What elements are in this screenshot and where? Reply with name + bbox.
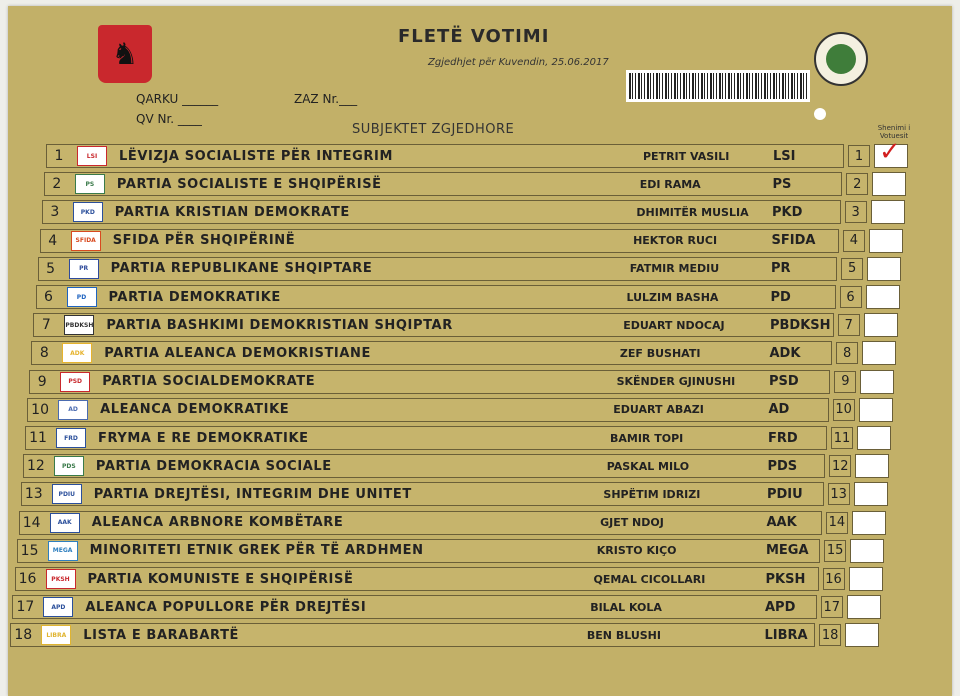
candidate-row bbox=[23, 454, 889, 478]
candidate-row bbox=[44, 172, 906, 196]
vote-index: 17 bbox=[821, 596, 843, 618]
party-name: PARTIA ALEANCA DEMOKRISTIANE bbox=[104, 345, 371, 361]
party-abbreviation: PBDKSH bbox=[769, 317, 831, 333]
candidate-row bbox=[15, 567, 883, 591]
party-logo-icon: PDS bbox=[54, 456, 84, 476]
candidate-row-main bbox=[46, 144, 844, 168]
candidate-row-main bbox=[33, 313, 833, 337]
party-name: PARTIA SOCIALISTE E SHQIPËRISË bbox=[116, 176, 382, 192]
candidate-row-main bbox=[36, 285, 836, 309]
party-leader: PASKAL MILO bbox=[606, 459, 690, 473]
row-number: 14 bbox=[22, 514, 41, 531]
party-leader: SKËNDER GJINUSHI bbox=[616, 375, 736, 389]
candidate-row bbox=[40, 229, 903, 253]
candidate-row-main bbox=[40, 229, 839, 253]
candidate-row bbox=[36, 285, 900, 309]
punch-hole bbox=[814, 108, 826, 120]
vote-checkbox[interactable] bbox=[859, 398, 893, 422]
barcode bbox=[626, 70, 810, 102]
party-name: ALEANCA POPULLORE PËR DREJTËSI bbox=[85, 599, 367, 615]
party-logo-icon: PKSH bbox=[46, 569, 76, 589]
row-number: 9 bbox=[37, 373, 47, 390]
party-abbreviation: AAK bbox=[766, 515, 797, 531]
party-abbreviation: SFIDA bbox=[771, 233, 816, 249]
section-heading: SUBJEKTET ZGJEDHORE bbox=[352, 122, 515, 137]
party-leader: BAMIR TOPI bbox=[610, 431, 684, 445]
vote-index: 13 bbox=[828, 483, 850, 505]
vote-index: 4 bbox=[843, 230, 865, 252]
vote-index: 7 bbox=[838, 314, 860, 336]
row-number: 1 bbox=[54, 148, 64, 164]
party-abbreviation: PDS bbox=[767, 458, 798, 474]
vote-checkbox[interactable] bbox=[852, 511, 886, 535]
party-logo-icon: MEGA bbox=[48, 541, 78, 561]
row-number: 17 bbox=[16, 599, 35, 616]
row-number: 18 bbox=[14, 627, 33, 644]
party-abbreviation: PKSH bbox=[765, 571, 806, 587]
vote-checkbox[interactable] bbox=[867, 257, 901, 281]
row-number: 7 bbox=[41, 317, 51, 334]
candidate-row-main bbox=[44, 172, 842, 196]
party-abbreviation: FRD bbox=[768, 430, 798, 446]
vote-index: 9 bbox=[834, 371, 856, 393]
vote-checkbox[interactable] bbox=[869, 229, 903, 253]
row-number: 8 bbox=[39, 345, 49, 362]
vote-checkbox[interactable] bbox=[847, 595, 881, 619]
party-abbreviation: PR bbox=[770, 261, 791, 277]
candidate-row bbox=[31, 341, 896, 365]
vote-checkbox[interactable] bbox=[845, 623, 879, 647]
party-logo-icon: LIBRA bbox=[41, 625, 71, 645]
albania-emblem-icon: ♞ bbox=[98, 25, 152, 83]
cec-seal-icon bbox=[814, 32, 868, 86]
vote-checkbox[interactable] bbox=[854, 482, 888, 506]
candidate-row bbox=[19, 511, 886, 535]
row-number: 11 bbox=[29, 430, 47, 446]
candidate-row-main bbox=[27, 398, 829, 422]
vote-column-heading: Shenimi i Votuesit bbox=[877, 124, 911, 140]
row-number: 12 bbox=[26, 458, 45, 475]
candidate-row-main bbox=[10, 623, 815, 647]
candidate-row bbox=[38, 257, 902, 281]
vote-checkbox[interactable] bbox=[857, 426, 891, 450]
party-leader: SHPËTIM IDRIZI bbox=[603, 487, 701, 501]
vote-index: 1 bbox=[848, 145, 870, 167]
party-logo-icon: AD bbox=[58, 400, 88, 420]
candidate-row bbox=[25, 426, 891, 450]
party-name: LISTA E BARABARTË bbox=[83, 627, 240, 643]
ballot-title: FLETË VOTIMI bbox=[398, 26, 550, 47]
party-logo-icon: AAK bbox=[50, 513, 80, 533]
party-logo-icon: SFIDA bbox=[71, 231, 101, 251]
candidate-row bbox=[27, 398, 893, 422]
vote-index: 3 bbox=[845, 201, 867, 223]
vote-index: 14 bbox=[826, 512, 848, 534]
vote-index: 10 bbox=[833, 399, 855, 421]
party-name: LËVIZJA SOCIALISTE PËR INTEGRIM bbox=[119, 148, 393, 164]
party-logo-icon: PDIU bbox=[52, 484, 82, 504]
candidate-row bbox=[10, 623, 879, 647]
election-subtitle: Zgjedhjet për Kuvendin, 25.06.2017 bbox=[428, 57, 609, 68]
party-leader: HEKTOR RUCI bbox=[633, 234, 718, 248]
party-logo-icon: PR bbox=[69, 259, 99, 279]
row-number: 3 bbox=[50, 204, 60, 221]
party-name: PARTIA BASHKIMI DEMOKRISTIAN SHQIPTAR bbox=[106, 317, 453, 333]
vote-index: 2 bbox=[846, 173, 868, 195]
candidate-row bbox=[42, 200, 905, 224]
candidate-row-main bbox=[12, 595, 816, 619]
candidate-row-main bbox=[15, 567, 819, 591]
vote-checkbox[interactable] bbox=[866, 285, 900, 309]
qarku-field[interactable]: QARKU ______ bbox=[136, 92, 219, 106]
party-name: FRYMA E RE DEMOKRATIKE bbox=[98, 430, 309, 446]
party-logo-icon: ADK bbox=[62, 343, 92, 363]
party-abbreviation: PD bbox=[770, 289, 791, 305]
party-logo-icon: PD bbox=[67, 287, 97, 307]
candidate-row bbox=[17, 539, 885, 563]
check-mark-icon: ✓ bbox=[879, 137, 901, 167]
party-abbreviation: PKD bbox=[771, 204, 803, 220]
party-name: PARTIA DREJTËSI, INTEGRIM DHE UNITET bbox=[93, 486, 412, 502]
vote-checkbox[interactable] bbox=[850, 539, 884, 563]
candidate-row bbox=[33, 313, 897, 337]
vote-checkbox[interactable] bbox=[871, 200, 905, 224]
vote-index: 16 bbox=[823, 568, 845, 590]
party-name: PARTIA DEMOKRATIKE bbox=[108, 289, 281, 305]
party-name: ALEANCA DEMOKRATIKE bbox=[100, 402, 290, 418]
candidate-row-main bbox=[42, 200, 841, 224]
vote-checkbox[interactable] bbox=[874, 137, 908, 168]
party-abbreviation: AD bbox=[768, 402, 790, 418]
party-leader: LULZIM BASHA bbox=[626, 290, 719, 304]
party-leader: PETRIT VASILI bbox=[643, 149, 730, 163]
zaz-field[interactable]: ZAZ Nr.___ bbox=[294, 92, 358, 106]
party-leader: QEMAL CICOLLARI bbox=[593, 572, 706, 586]
party-abbreviation: LSI bbox=[773, 148, 796, 164]
vote-index: 12 bbox=[829, 455, 851, 477]
party-logo-icon: PS bbox=[75, 174, 105, 194]
candidate-row-main bbox=[17, 539, 821, 563]
candidate-row bbox=[12, 595, 880, 619]
party-abbreviation: MEGA bbox=[765, 543, 809, 559]
party-abbreviation: PDIU bbox=[766, 486, 803, 502]
row-number: 2 bbox=[52, 176, 62, 193]
party-name: MINORITETI ETNIK GREK PËR TË ARDHMEN bbox=[89, 543, 424, 559]
party-leader: BILAL KOLA bbox=[590, 600, 662, 614]
party-leader: EDUART ABAZI bbox=[613, 403, 704, 417]
vote-checkbox[interactable] bbox=[862, 341, 896, 365]
party-leader: KRISTO KIÇO bbox=[596, 544, 677, 558]
qv-field[interactable]: QV Nr. ____ bbox=[136, 112, 202, 126]
candidate-row bbox=[21, 482, 888, 506]
row-number: 6 bbox=[44, 289, 53, 305]
row-number: 4 bbox=[48, 232, 58, 249]
candidate-row bbox=[46, 137, 908, 168]
row-number: 13 bbox=[24, 486, 43, 503]
party-name: PARTIA KOMUNISTE E SHQIPËRISË bbox=[87, 571, 354, 587]
vote-index: 11 bbox=[831, 427, 853, 449]
candidate-row-main bbox=[21, 482, 824, 506]
vote-index: 15 bbox=[824, 540, 846, 562]
row-number: 10 bbox=[31, 401, 49, 418]
party-leader: EDUART NDOCAJ bbox=[623, 318, 725, 332]
vote-checkbox[interactable] bbox=[855, 454, 889, 478]
vote-index: 5 bbox=[841, 258, 863, 280]
party-leader: GJET NDOJ bbox=[600, 516, 664, 530]
candidate-row bbox=[29, 370, 894, 394]
party-logo-icon: APD bbox=[43, 597, 73, 617]
candidate-row-main bbox=[31, 341, 832, 365]
vote-index: 6 bbox=[840, 286, 862, 308]
party-name: SFIDA PËR SHQIPËRINË bbox=[112, 233, 296, 249]
party-name: PARTIA DEMOKRACIA SOCIALE bbox=[95, 458, 332, 474]
party-abbreviation: PSD bbox=[768, 374, 799, 390]
party-leader: BEN BLUSHI bbox=[586, 628, 661, 642]
vote-index: 8 bbox=[836, 342, 858, 364]
row-number: 16 bbox=[18, 571, 37, 587]
candidate-row-main bbox=[25, 426, 827, 450]
party-leader: DHIMITËR MUSLIA bbox=[636, 205, 749, 219]
party-leader: ZEF BUSHATI bbox=[619, 346, 701, 360]
party-name: PARTIA KRISTIAN DEMOKRATE bbox=[114, 204, 350, 220]
party-name: PARTIA SOCIALDEMOKRATE bbox=[102, 374, 316, 390]
vote-checkbox[interactable] bbox=[860, 370, 894, 394]
party-logo-icon: PKD bbox=[73, 202, 103, 222]
party-logo-icon: PBDKSH bbox=[64, 315, 94, 335]
candidate-row-main bbox=[38, 257, 838, 281]
vote-index: 18 bbox=[819, 624, 841, 646]
row-number: 5 bbox=[46, 260, 56, 277]
candidate-row-main bbox=[19, 511, 822, 535]
party-logo-icon: PSD bbox=[60, 372, 90, 392]
party-leader: EDI RAMA bbox=[639, 177, 701, 191]
candidate-row-main bbox=[23, 454, 825, 478]
party-abbreviation: APD bbox=[764, 599, 796, 615]
party-name: PARTIA REPUBLIKANE SHQIPTARE bbox=[110, 261, 373, 277]
party-logo-icon: LSI bbox=[77, 146, 107, 166]
party-logo-icon: FRD bbox=[56, 428, 86, 448]
party-abbreviation: PS bbox=[772, 176, 792, 192]
vote-checkbox[interactable] bbox=[864, 313, 898, 337]
candidate-row-main bbox=[29, 370, 830, 394]
vote-checkbox[interactable] bbox=[849, 567, 883, 591]
party-abbreviation: ADK bbox=[769, 345, 801, 361]
party-name: ALEANCA ARBNORE KOMBËTARE bbox=[91, 515, 344, 531]
row-number: 15 bbox=[20, 542, 39, 559]
vote-checkbox[interactable] bbox=[872, 172, 906, 196]
party-abbreviation: LIBRA bbox=[764, 627, 808, 643]
party-leader: FATMIR MEDIU bbox=[629, 262, 720, 276]
